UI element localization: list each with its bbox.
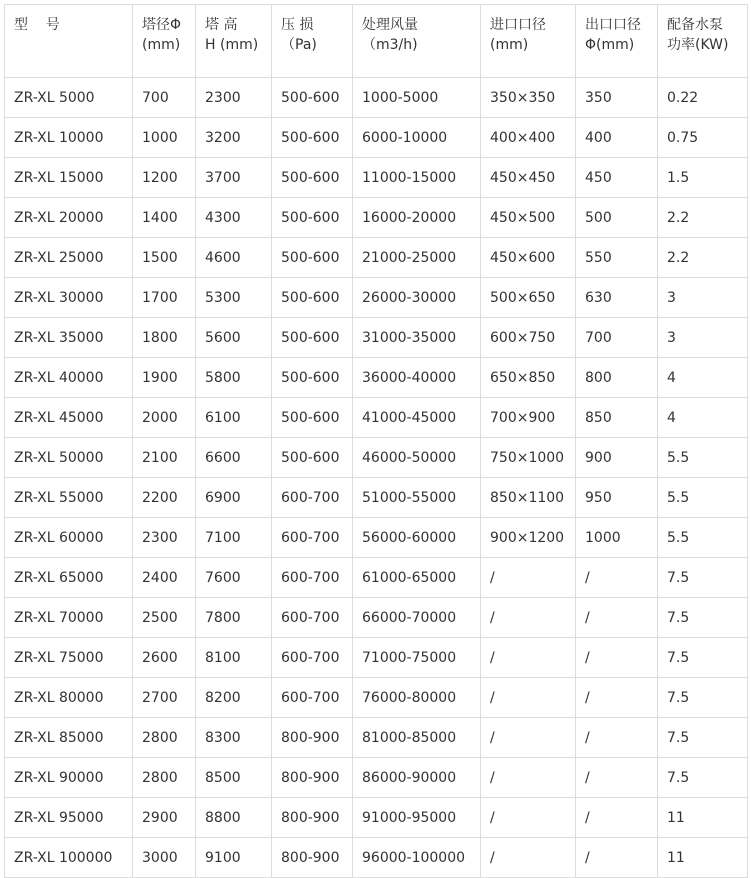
cell-model: ZR-XL 60000	[5, 518, 133, 558]
cell-pressure-loss: 600-700	[272, 518, 353, 558]
cell-outlet-size: 950	[576, 478, 658, 518]
cell-model: ZR-XL 5000	[5, 78, 133, 118]
cell-tower-diameter: 1700	[133, 278, 196, 318]
cell-inlet-size: /	[481, 798, 576, 838]
cell-pump-power: 3	[658, 318, 748, 358]
cell-pressure-loss: 800-900	[272, 798, 353, 838]
cell-air-volume: 41000-45000	[353, 398, 481, 438]
cell-tower-diameter: 1800	[133, 318, 196, 358]
cell-pump-power: 7.5	[658, 758, 748, 798]
cell-pressure-loss: 600-700	[272, 598, 353, 638]
cell-model: ZR-XL 15000	[5, 158, 133, 198]
cell-pressure-loss: 500-600	[272, 118, 353, 158]
cell-air-volume: 31000-35000	[353, 318, 481, 358]
cell-outlet-size: 350	[576, 78, 658, 118]
cell-inlet-size: /	[481, 598, 576, 638]
cell-model: ZR-XL 100000	[5, 838, 133, 878]
cell-pump-power: 3	[658, 278, 748, 318]
cell-pressure-loss: 600-700	[272, 638, 353, 678]
cell-inlet-size: /	[481, 678, 576, 718]
cell-model: ZR-XL 65000	[5, 558, 133, 598]
cell-pressure-loss: 800-900	[272, 838, 353, 878]
cell-air-volume: 21000-25000	[353, 238, 481, 278]
table-row	[5, 438, 748, 478]
cell-air-volume: 26000-30000	[353, 278, 481, 318]
cell-model: ZR-XL 35000	[5, 318, 133, 358]
header-tower-diameter: 塔径Φ (mm)	[133, 5, 196, 78]
cell-inlet-size: /	[481, 758, 576, 798]
cell-inlet-size: 900×1200	[481, 518, 576, 558]
cell-air-volume: 51000-55000	[353, 478, 481, 518]
cell-outlet-size: /	[576, 838, 658, 878]
cell-pressure-loss: 800-900	[272, 718, 353, 758]
cell-outlet-size: /	[576, 638, 658, 678]
cell-outlet-size: /	[576, 718, 658, 758]
cell-air-volume: 71000-75000	[353, 638, 481, 678]
table-body	[5, 78, 748, 878]
cell-model: ZR-XL 45000	[5, 398, 133, 438]
cell-pump-power: 1.5	[658, 158, 748, 198]
table-row	[5, 638, 748, 678]
cell-tower-diameter: 3000	[133, 838, 196, 878]
cell-inlet-size: /	[481, 838, 576, 878]
cell-pressure-loss: 500-600	[272, 318, 353, 358]
cell-inlet-size: 450×500	[481, 198, 576, 238]
cell-outlet-size: /	[576, 798, 658, 838]
cell-model: ZR-XL 90000	[5, 758, 133, 798]
cell-tower-diameter: 1500	[133, 238, 196, 278]
header-outlet-size: 出口口径 Φ(mm)	[576, 5, 658, 78]
cell-outlet-size: 450	[576, 158, 658, 198]
header-pump-power: 配备水泵 功率(KW)	[658, 5, 748, 78]
table-row	[5, 78, 748, 118]
table-row	[5, 478, 748, 518]
cell-pressure-loss: 600-700	[272, 678, 353, 718]
cell-pressure-loss: 600-700	[272, 478, 353, 518]
cell-air-volume: 56000-60000	[353, 518, 481, 558]
table-row	[5, 278, 748, 318]
cell-pressure-loss: 500-600	[272, 398, 353, 438]
cell-pressure-loss: 500-600	[272, 278, 353, 318]
cell-tower-height: 7600	[196, 558, 272, 598]
cell-pressure-loss: 500-600	[272, 158, 353, 198]
cell-pump-power: 5.5	[658, 478, 748, 518]
header-row	[5, 5, 748, 78]
cell-air-volume: 96000-100000	[353, 838, 481, 878]
cell-tower-diameter: 2300	[133, 518, 196, 558]
cell-tower-height: 5300	[196, 278, 272, 318]
table-header	[5, 5, 748, 78]
cell-pressure-loss: 600-700	[272, 558, 353, 598]
cell-outlet-size: /	[576, 758, 658, 798]
cell-tower-height: 4600	[196, 238, 272, 278]
cell-air-volume: 81000-85000	[353, 718, 481, 758]
cell-tower-height: 7100	[196, 518, 272, 558]
table-row	[5, 798, 748, 838]
cell-model: ZR-XL 70000	[5, 598, 133, 638]
cell-tower-diameter: 1400	[133, 198, 196, 238]
table-row	[5, 758, 748, 798]
cell-pressure-loss: 500-600	[272, 438, 353, 478]
cell-tower-diameter: 2700	[133, 678, 196, 718]
cell-tower-diameter: 1900	[133, 358, 196, 398]
cell-tower-diameter: 700	[133, 78, 196, 118]
cell-pump-power: 5.5	[658, 518, 748, 558]
cell-pressure-loss: 500-600	[272, 78, 353, 118]
cell-model: ZR-XL 50000	[5, 438, 133, 478]
cell-model: ZR-XL 80000	[5, 678, 133, 718]
cell-inlet-size: 650×850	[481, 358, 576, 398]
cell-inlet-size: 450×450	[481, 158, 576, 198]
cell-air-volume: 1000-5000	[353, 78, 481, 118]
table-row	[5, 518, 748, 558]
header-model: 型 号	[5, 5, 133, 78]
table-row	[5, 318, 748, 358]
cell-tower-height: 8200	[196, 678, 272, 718]
cell-model: ZR-XL 40000	[5, 358, 133, 398]
cell-pump-power: 5.5	[658, 438, 748, 478]
cell-air-volume: 61000-65000	[353, 558, 481, 598]
cell-tower-diameter: 2800	[133, 758, 196, 798]
cell-pressure-loss: 500-600	[272, 238, 353, 278]
cell-model: ZR-XL 30000	[5, 278, 133, 318]
cell-tower-diameter: 2200	[133, 478, 196, 518]
cell-tower-height: 3200	[196, 118, 272, 158]
cell-model: ZR-XL 55000	[5, 478, 133, 518]
cell-tower-height: 2300	[196, 78, 272, 118]
cell-tower-height: 4300	[196, 198, 272, 238]
table-row	[5, 838, 748, 878]
cell-outlet-size: 400	[576, 118, 658, 158]
table-row	[5, 238, 748, 278]
cell-outlet-size: 850	[576, 398, 658, 438]
cell-inlet-size: 750×1000	[481, 438, 576, 478]
table-row	[5, 598, 748, 638]
cell-model: ZR-XL 95000	[5, 798, 133, 838]
cell-inlet-size: 500×650	[481, 278, 576, 318]
cell-model: ZR-XL 75000	[5, 638, 133, 678]
cell-tower-height: 9100	[196, 838, 272, 878]
cell-air-volume: 86000-90000	[353, 758, 481, 798]
table-row	[5, 558, 748, 598]
cell-pump-power: 2.2	[658, 198, 748, 238]
cell-outlet-size: 550	[576, 238, 658, 278]
cell-inlet-size: 450×600	[481, 238, 576, 278]
header-air-volume: 处理风量 （m3/h)	[353, 5, 481, 78]
cell-air-volume: 46000-50000	[353, 438, 481, 478]
spec-table	[4, 4, 748, 878]
cell-air-volume: 16000-20000	[353, 198, 481, 238]
cell-outlet-size: 500	[576, 198, 658, 238]
cell-outlet-size: 700	[576, 318, 658, 358]
cell-tower-height: 7800	[196, 598, 272, 638]
cell-outlet-size: 630	[576, 278, 658, 318]
table-row	[5, 678, 748, 718]
cell-pump-power: 7.5	[658, 638, 748, 678]
cell-inlet-size: 600×750	[481, 318, 576, 358]
cell-air-volume: 91000-95000	[353, 798, 481, 838]
cell-air-volume: 36000-40000	[353, 358, 481, 398]
cell-tower-height: 8100	[196, 638, 272, 678]
table-row	[5, 198, 748, 238]
cell-model: ZR-XL 10000	[5, 118, 133, 158]
cell-inlet-size: 850×1100	[481, 478, 576, 518]
cell-outlet-size: 800	[576, 358, 658, 398]
cell-inlet-size: 350×350	[481, 78, 576, 118]
cell-air-volume: 76000-80000	[353, 678, 481, 718]
table-row	[5, 358, 748, 398]
cell-inlet-size: 700×900	[481, 398, 576, 438]
cell-tower-diameter: 2600	[133, 638, 196, 678]
cell-tower-diameter: 2100	[133, 438, 196, 478]
cell-tower-diameter: 2900	[133, 798, 196, 838]
table-row	[5, 718, 748, 758]
header-inlet-size: 进口口径 (mm)	[481, 5, 576, 78]
cell-pump-power: 4	[658, 398, 748, 438]
cell-pump-power: 11	[658, 798, 748, 838]
cell-tower-height: 8300	[196, 718, 272, 758]
header-tower-height: 塔 高 H (mm)	[196, 5, 272, 78]
cell-tower-diameter: 1200	[133, 158, 196, 198]
cell-inlet-size: /	[481, 638, 576, 678]
cell-air-volume: 11000-15000	[353, 158, 481, 198]
cell-tower-height: 5600	[196, 318, 272, 358]
cell-pump-power: 7.5	[658, 718, 748, 758]
cell-tower-height: 6600	[196, 438, 272, 478]
cell-tower-height: 5800	[196, 358, 272, 398]
cell-inlet-size: 400×400	[481, 118, 576, 158]
cell-pressure-loss: 500-600	[272, 358, 353, 398]
header-pressure-loss: 压 损 （Pa)	[272, 5, 353, 78]
table-row	[5, 398, 748, 438]
cell-tower-diameter: 2800	[133, 718, 196, 758]
cell-pump-power: 7.5	[658, 678, 748, 718]
cell-outlet-size: 1000	[576, 518, 658, 558]
cell-pump-power: 4	[658, 358, 748, 398]
cell-air-volume: 66000-70000	[353, 598, 481, 638]
cell-air-volume: 6000-10000	[353, 118, 481, 158]
cell-outlet-size: 900	[576, 438, 658, 478]
cell-inlet-size: /	[481, 558, 576, 598]
cell-tower-height: 8800	[196, 798, 272, 838]
cell-tower-diameter: 2000	[133, 398, 196, 438]
cell-model: ZR-XL 85000	[5, 718, 133, 758]
cell-tower-diameter: 2500	[133, 598, 196, 638]
cell-model: ZR-XL 20000	[5, 198, 133, 238]
cell-model: ZR-XL 25000	[5, 238, 133, 278]
cell-tower-height: 6100	[196, 398, 272, 438]
cell-tower-diameter: 2400	[133, 558, 196, 598]
table-row	[5, 158, 748, 198]
cell-pressure-loss: 800-900	[272, 758, 353, 798]
cell-outlet-size: /	[576, 558, 658, 598]
cell-pump-power: 11	[658, 838, 748, 878]
cell-tower-diameter: 1000	[133, 118, 196, 158]
cell-pressure-loss: 500-600	[272, 198, 353, 238]
table-row	[5, 118, 748, 158]
cell-inlet-size: /	[481, 718, 576, 758]
cell-outlet-size: /	[576, 598, 658, 638]
cell-tower-height: 3700	[196, 158, 272, 198]
cell-pump-power: 0.22	[658, 78, 748, 118]
cell-pump-power: 7.5	[658, 558, 748, 598]
cell-outlet-size: /	[576, 678, 658, 718]
cell-pump-power: 7.5	[658, 598, 748, 638]
cell-pump-power: 2.2	[658, 238, 748, 278]
cell-pump-power: 0.75	[658, 118, 748, 158]
cell-tower-height: 8500	[196, 758, 272, 798]
cell-tower-height: 6900	[196, 478, 272, 518]
